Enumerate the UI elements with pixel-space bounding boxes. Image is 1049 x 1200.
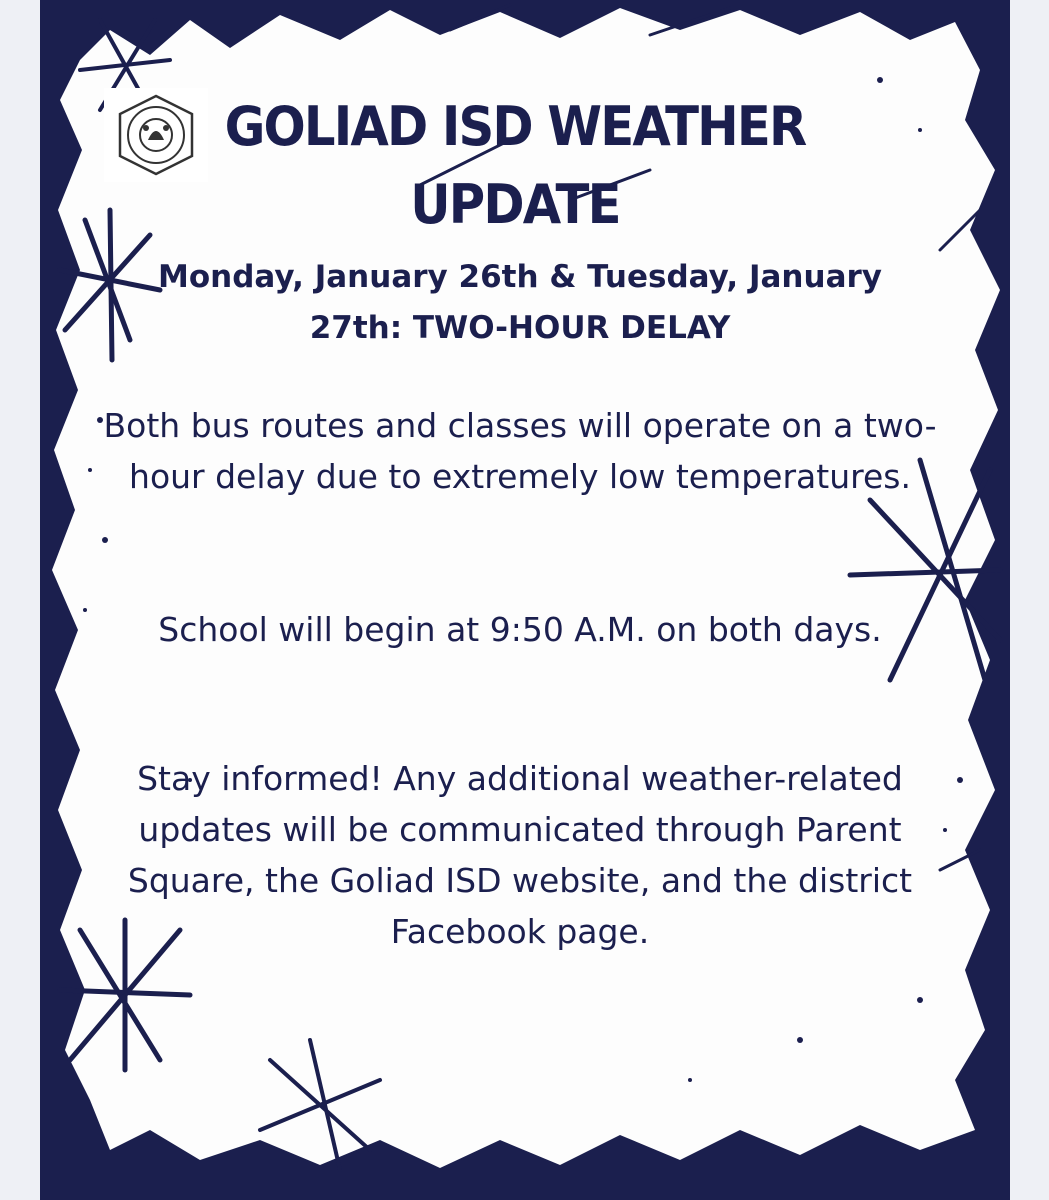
stay-informed-paragraph: Stay informed! Any additional weather-related updates will be communicated through Parent Square, the Goliad ISD website, and the district Facebook page. [127, 759, 913, 951]
goliad-isd-seal-icon [110, 92, 202, 178]
weather-update-flyer [40, 0, 1010, 1200]
left-page-margin [0, 0, 40, 1200]
start-time-paragraph: School will begin at 9:50 A.M. on both days. [158, 610, 882, 649]
flyer-title: GOLIAD ISD WEATHER UPDATE [224, 95, 806, 236]
delay-reason-paragraph: Both bus routes and classes will operate on a two-hour delay due to extremely low temperatures. [103, 406, 937, 496]
delay-dates-heading: Monday, January 26th & Tuesday, January 27th: TWO-HOUR DELAY [157, 259, 882, 346]
district-logo [104, 88, 208, 182]
right-page-margin [1010, 0, 1049, 1200]
